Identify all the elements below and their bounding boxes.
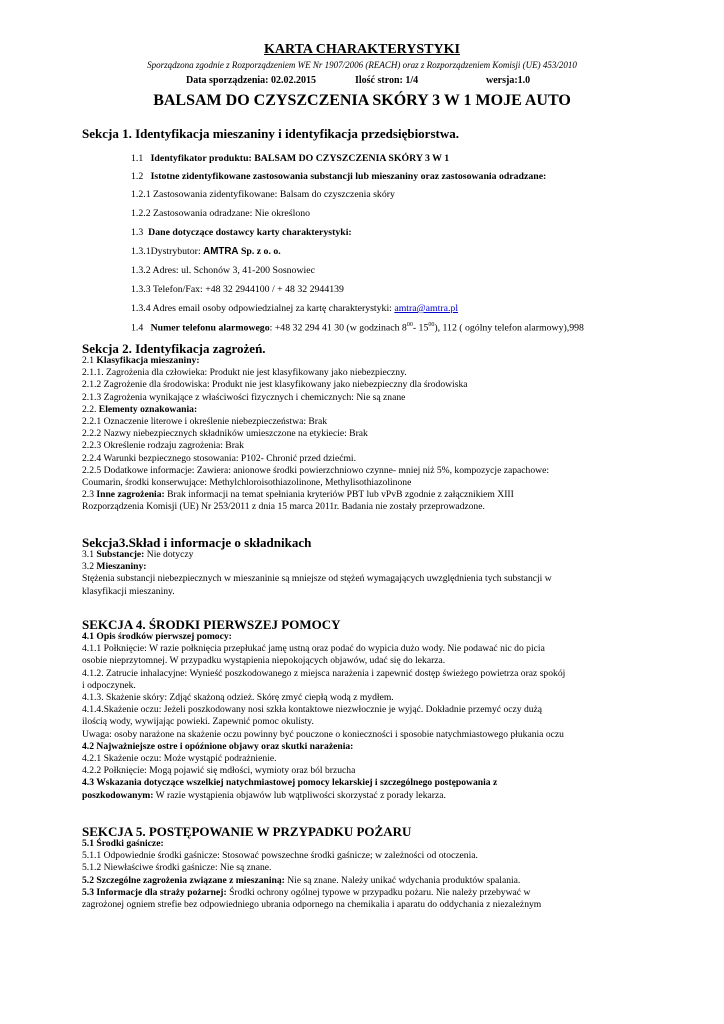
distributor-label: 1.3.1Dystrybutor: (131, 246, 204, 257)
s1-1-4-sup-2: 00 (428, 322, 435, 328)
section-2-title: Sekcja 2. Identyfikacja zagrożeń. (82, 341, 266, 356)
s1-1-2-text: Istotne zidentyfikowane zastosowania substancji lub mieszaniny oraz zastosowania odradzane: (150, 171, 547, 182)
s3-1-text: Nie dotyczy (144, 549, 194, 560)
s3-2-num: 3.2 (82, 561, 97, 573)
s5-1: 5.1 Środki gaśnicze: (82, 838, 164, 849)
s2-2-label: Elementy oznakowania: (98, 403, 198, 415)
s3-2-label: Mieszaniny: (96, 561, 147, 573)
distributor-brand: AMTRA (203, 246, 239, 257)
s2-3-num: 2.3 (82, 489, 97, 501)
s2-1-num: 2.1 (82, 355, 97, 366)
s2-1-2: 2.1.2 Zagrożenie dla środowiska: Produkt nie jest klasyfikowany jako niebezpieczny dla środowiska (82, 379, 468, 391)
s4-1-1: 4.1.1 Połknięcie: W razie połknięcia przepłukać jamę ustną oraz podać do wypicia dużo wody. Nie podawać nic do picia (82, 643, 545, 655)
s2-2-1: 2.2.1 Oznaczenie literowe i określenie niebezpieczeństwa: Brak (82, 416, 328, 428)
section-2-body (82, 355, 549, 514)
s5-2-label: 5.2 Szczególne zagrożenia związane z mieszaniną: (82, 874, 285, 886)
section-4-title: SEKCJA 4. ŚRODKI PIERWSZEJ POMOCY (82, 617, 341, 632)
s4-1-4-note: Uwaga: osoby narażone na skażenie oczu powinny być pouczone o konieczności i sposobie natychmiastowego płukania oczu (82, 728, 564, 740)
product-name: BALSAM DO CZYSZCZENIA SKÓRY 3 W 1 MOJE AUTO (153, 92, 571, 109)
s4-3-text: W razie wystąpienia objawów lub wątpliwości skorzystać z porady lekarza. (153, 789, 446, 801)
s4-1-4: 4.1.4.Skażenie oczu: Jeżeli poszkodowany nosi szkła kontaktowe niezwłocznie je wyjąć. Dokładnie przemyć oczy dużą (82, 704, 543, 716)
s3-2 (82, 561, 552, 573)
s2-3-text: Brak informacji na temat spełniania kryteriów PBT lub vPvB zgodnie z załącznikiem XIII (164, 489, 514, 501)
s2-2-5: 2.2.5 Dodatkowe informacje: Zawiera: anionowe środki powierzchniowo czynne- mniej niż 5%, kompozycje zapachowe: (82, 464, 549, 476)
section-5-body (82, 838, 541, 911)
document-title: KARTA CHARAKTERYSTYKI (264, 42, 460, 57)
s2-2-num: 2.2. (82, 403, 99, 415)
section-3-title: Sekcja3.Skład i informacje o składnikach (82, 535, 312, 550)
s1-1-3-num: 1.3 (131, 227, 144, 238)
s5-2 (82, 875, 541, 887)
s3-1-label: Substancje: (96, 549, 145, 560)
s5-3-cont: zagrożonej ogniem strefie bez odpowiedniego ubrania odpornego na chemikalia i aparatu do oddychania z niezależnym (82, 899, 542, 911)
s2-1 (82, 355, 549, 367)
s2-1-3: 2.1.3 Zagrożenia wynikające z właściwości fizycznych i chemicznych: Nie są znane (82, 391, 406, 403)
s1-1-3-3: 1.3.3 Telefon/Fax: +48 32 2944100 / + 48 32 2944139 (131, 284, 344, 295)
section-3-body (82, 549, 552, 598)
s3-1 (82, 549, 552, 561)
s1-1-4-sup-1: 00 (406, 322, 413, 328)
s2-2 (82, 404, 549, 416)
distributor-suffix: Sp. z o. o. (238, 246, 281, 257)
s3-2-text-cont: klasyfikacji mieszaniny. (82, 585, 175, 597)
s3-1-num: 3.1 (82, 549, 97, 560)
s1-1-4-text-a: : +48 32 294 41 30 (w godzinach 8 (269, 322, 407, 334)
email-label: 1.3.4 Adres email osoby odpowiedzialnej za kartę charakterystyki: (131, 303, 395, 314)
s1-1-2-1: 1.2.1 Zastosowania zidentyfikowane: Balsam do czyszczenia skóry (131, 189, 395, 200)
s5-3 (82, 887, 541, 899)
s4-1-2: 4.1.2. Zatrucie inhalacyjne: Wynieść poszkodowanego z miejsca narażenia i zapewnić dostęp świeżego powietrza oraz spokój (82, 667, 566, 679)
s2-3-label: Inne zagrożenia: (96, 489, 165, 501)
s4-1-2-cont: i odpoczynek. (82, 679, 136, 691)
s1-1-3 (131, 227, 352, 238)
s5-1-2: 5.1.2 Niewłaściwe środki gaśnicze: Nie są znane. (82, 862, 272, 874)
s4-1-3: 4.1.3. Skażenie skóry: Zdjąć skażoną odzież. Skórę zmyć ciepłą wodą z mydłem. (82, 692, 394, 704)
s4-2-2: 4.2.2 Połknięcie: Mogą pojawić się mdłości, wymioty oraz ból brzucha (82, 765, 356, 777)
email-link[interactable]: amtra@amtra.pl (394, 303, 459, 314)
s5-1-1: 5.1.1 Odpowiednie środki gaśnicze: Stosować powszechne środki gaśnicze; w zależności od otoczenia. (82, 850, 478, 862)
s1-1-2 (131, 171, 546, 182)
s5-3-text: Środki ochrony ogólnej typowe w przypadku pożaru. Nie należy przebywać w (226, 886, 531, 898)
s3-2-text: Stężenia substancji niebezpiecznych w mieszaninie są mniejsze od stężeń wymagających uwzględnienia tych substancji w (82, 573, 552, 585)
s1-1-1 (131, 153, 449, 164)
s1-1-4-label: Numer telefonu alarmowego (150, 322, 270, 334)
s2-3 (82, 489, 549, 501)
s1-1-2-num: 1.2 (131, 171, 144, 182)
s4-1: 4.1 Opis środków pierwszej pomocy: (82, 631, 232, 642)
s1-1-4 (131, 322, 584, 333)
s4-3-label: poszkodowanym: (82, 789, 154, 801)
s2-2-3: 2.2.3 Określenie rodzaju zagrożenia: Brak (82, 440, 244, 452)
s4-3-cont (82, 790, 565, 802)
section-5-title: SEKCJA 5. POSTĘPOWANIE W PRZYPADKU POŻARU (82, 824, 412, 839)
s1-1-3-text: Dane dotyczące dostawcy karty charakterystyki: (148, 227, 352, 238)
page-count: Ilość stron: 1/4 (355, 75, 419, 86)
s2-1-label: Klasyfikacja mieszaniny: (96, 355, 200, 366)
s5-3-label: 5.3 Informacje dla straży pożarnej: (82, 886, 227, 898)
section-1-title: Sekcja 1. Identyfikacja mieszaniny i identyfikacja przedsiębiorstwa. (82, 126, 459, 141)
s4-2-1: 4.2.1 Skażenie oczu: Może wystąpić podrażnienie. (82, 753, 277, 765)
s2-2-4: 2.2.4 Warunki bezpiecznego stosowania: P102- Chronić przed dziećmi. (82, 452, 356, 464)
creation-date: Data sporządzenia: 02.02.2015 (186, 75, 316, 86)
s1-1-4-text-c: ), 112 ( ogólny telefon alarmowy),998 (434, 322, 584, 334)
s1-1-4-num: 1.4 (131, 322, 144, 334)
s5-2-text: Nie są znane. Należy unikać wdychania produktów spalania. (284, 874, 521, 886)
s1-1-3-4 (131, 303, 458, 314)
s4-3: 4.3 Wskazania dotyczące wszelkiej natychmiastowej pomocy lekarskiej i szczególnego postępowania z (82, 777, 498, 789)
s4-1-4-cont: ilością wody, wywijając powieki. Zapewnić pomoc okulisty. (82, 716, 314, 728)
section-4-body (82, 631, 565, 802)
version: wersja:1.0 (486, 75, 531, 86)
s1-1-2-2: 1.2.2 Zastosowania odradzane: Nie określono (131, 208, 311, 219)
s4-1-1-cont: osobie nieprzytomnej. W przypadku wystąpienia niepokojących objawów, udać się do lekarza. (82, 655, 446, 667)
s2-3-cont: Rozporządzenia Komisji (UE) Nr 253/2011 z dnia 15 marca 2011r. Badania nie zostały przeprowadzone. (82, 501, 485, 513)
document-subtitle: Sporządzona zgodnie z Rozporządzeniem WE Nr 1907/2006 (REACH) oraz z Rozporządzeniem Komisji (UE) 453/2010 (147, 60, 577, 70)
s2-1-1: 2.1.1. Zagrożenia dla człowieka: Produkt nie jest klasyfikowany jako niebezpieczny. (82, 367, 407, 379)
s2-2-2: 2.2.2 Nazwy niebezpiecznych składników umieszczone na etykiecie: Brak (82, 428, 368, 440)
s1-1-4-text-b: - 15 (412, 322, 429, 334)
s1-1-3-1 (131, 246, 281, 257)
s2-2-5-cont: Coumarin, środki konserwujące: Methylchloroisothiazolinone, Methylisothiazolinone (82, 477, 412, 489)
s1-1-1-text: Identyfikator produktu: BALSAM DO CZYSZCZENIA SKÓRY 3 W 1 (150, 153, 450, 164)
s1-1-3-2: 1.3.2 Adres: ul. Schonów 3, 41-200 Sosnowiec (131, 265, 315, 276)
s1-1-1-num: 1.1 (131, 153, 144, 164)
s4-2: 4.2 Najważniejsze ostre i opóźnione objawy oraz skutki narażenia: (82, 740, 354, 752)
